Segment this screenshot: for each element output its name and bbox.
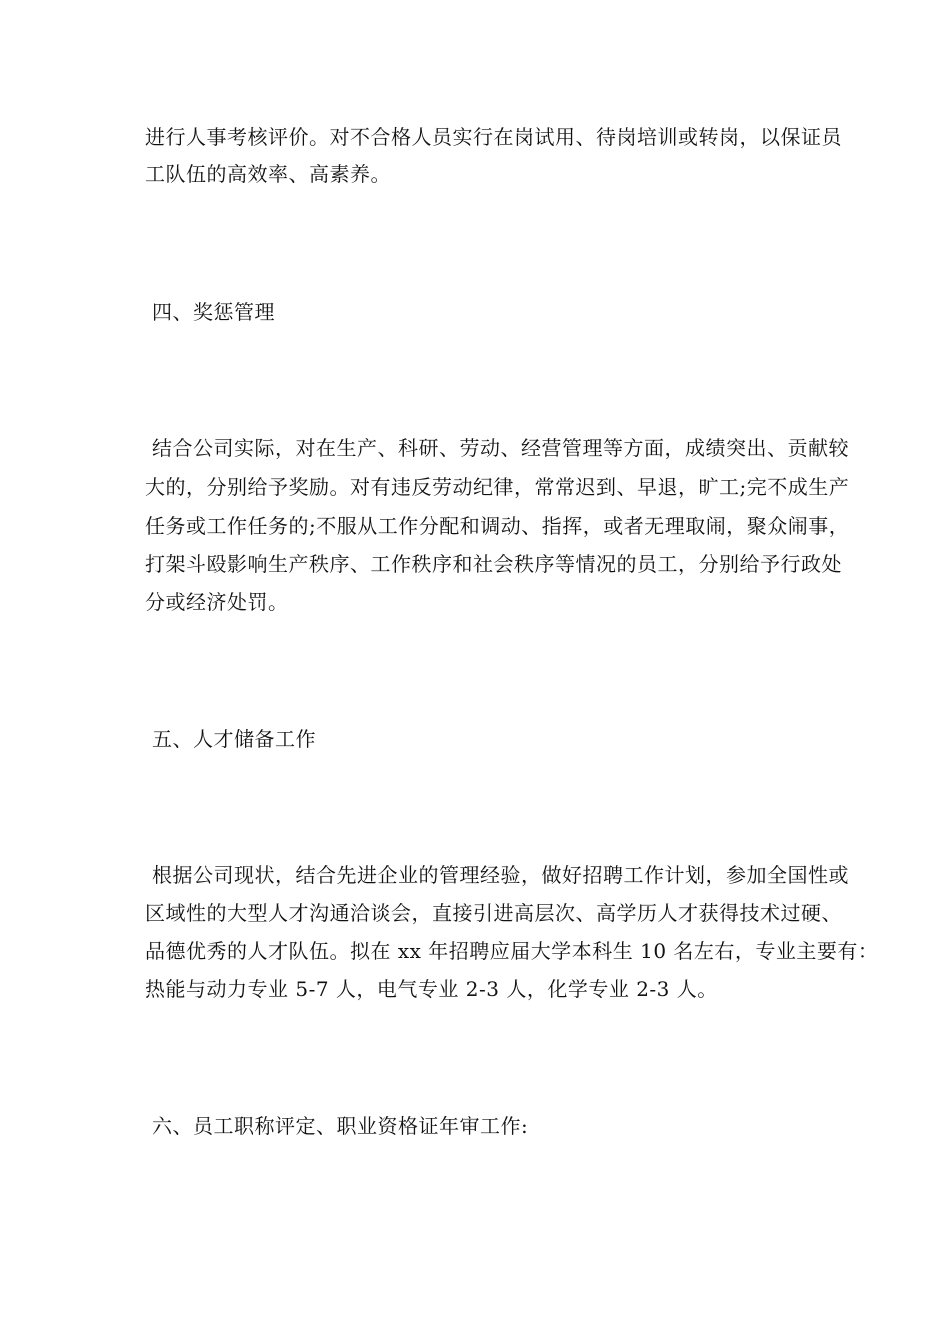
section4-line-3: 任务或工作任务的;不服从工作分配和调动、指挥，或者无理取闹，聚众闹事，	[145, 514, 850, 538]
section5-line-3: 品德优秀的人才队伍。拟在 xx 年招聘应届大学本科生 10 名左右，专业主要有：	[145, 939, 879, 963]
section5-line-1: 根据公司现状，结合先进企业的管理经验，做好招聘工作计划，参加全国性或	[152, 863, 849, 887]
intro-line-1: 进行人事考核评价。对不合格人员实行在岗试用、待岗培训或转岗，以保证员	[145, 125, 842, 149]
section4-line-5: 分或经济处罚。	[145, 590, 289, 614]
section5-line-4: 热能与动力专业 5-7 人，电气专业 2-3 人，化学专业 2-3 人。	[145, 977, 718, 1001]
intro-line-2: 工队伍的高效率、高素养。	[145, 162, 391, 186]
section5-heading: 五、人才储备工作	[152, 727, 316, 751]
section4-line-4: 打架斗殴影响生产秩序、工作秩序和社会秩序等情况的员工，分别给予行政处	[145, 552, 842, 576]
section4-line-1: 结合公司实际，对在生产、科研、劳动、经营管理等方面，成绩突出、贡献较	[152, 436, 849, 460]
section5-line-2: 区域性的大型人才沟通洽谈会，直接引进高层次、高学历人才获得技术过硬、	[145, 901, 842, 925]
section6-heading: 六、员工职称评定、职业资格证年审工作:	[152, 1114, 529, 1138]
section4-line-2: 大的，分别给予奖励。对有违反劳动纪律，常常迟到、早退，旷工;完不成生产	[145, 475, 850, 499]
section4-heading: 四、奖惩管理	[152, 300, 275, 324]
